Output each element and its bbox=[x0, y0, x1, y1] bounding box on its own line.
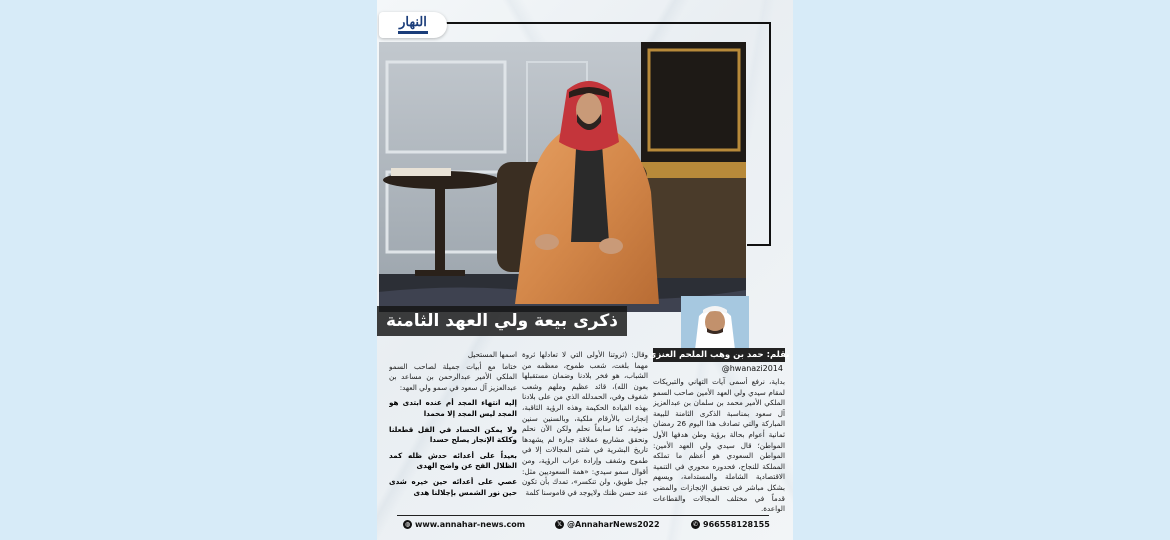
frame-line-right bbox=[769, 22, 771, 246]
paragraph: اسمها المستحيل bbox=[467, 350, 517, 359]
paragraph: بداية، نرفع أسمى آيات التهاني والتبريكات لمقام سيدي ولي العهد الأمين صاحب السمو الملكي الأمير محمد بن سلمان بن عبدالعزيز آل سعود بمناسبة الذكرى الثامنة للبيعة المباركة والتي تصادف هذا اليوم 26 رمضان ثمانية أعوام بحالة برؤية وطن هدفها الأول المواطن؛ قال سيدي ولي العهد الأمين: المواطن السعودي هو أعظم ما تملكه المملكة للنجاح، فحدوره محوري في التنمية الاقتصادية الشاملة والمستدامة، ويسهم بشكل مباشر في تحقيق الإنجازات والمضي قدماً في مختلف المجالات والقطاعات الواعدة. bbox=[653, 377, 785, 514]
footer-divider bbox=[397, 515, 769, 516]
article-headline: ذكرى بيعة ولي العهد الثامنة bbox=[377, 306, 627, 336]
article-column-left bbox=[389, 350, 517, 518]
whatsapp-number-text: 966558128155 bbox=[703, 519, 770, 529]
poem-verse: عصي على أعدائه حين خيره شدى حين نور الشمس بإجلالنا هدى bbox=[389, 476, 517, 497]
main-portrait-photo bbox=[379, 42, 746, 312]
logo-text: النهار bbox=[399, 15, 427, 30]
x-twitter-icon: 𝕏 bbox=[555, 520, 564, 529]
author-portrait-illustration bbox=[681, 296, 749, 350]
article-byline: بقلم: حمد بن وهب الملحم العنزي bbox=[648, 350, 790, 360]
article-column-middle bbox=[522, 350, 648, 518]
whatsapp-icon: ✆ bbox=[692, 520, 699, 528]
portrait-illustration bbox=[379, 42, 746, 312]
annahar-logo bbox=[379, 12, 447, 38]
frame-line-right-stub bbox=[747, 244, 771, 246]
article-column-right bbox=[653, 377, 785, 517]
footer-twitter[interactable] bbox=[555, 517, 660, 531]
poem-verse: ولا يمكن الحساد في الفل قطعلنا وكلكة الإنجاز يصلح حسدا bbox=[389, 424, 517, 445]
website-text: www.annahar-news.com bbox=[415, 519, 526, 529]
author-handle: @hwanazi2014 bbox=[721, 364, 783, 373]
frame-line-top bbox=[439, 22, 771, 24]
paragraph: وقال: (ثروتنا الأولى التي لا تعادلها ثروة مهما بلغت، شعب طموح، معظمه من الشباب، هو فخر بلادنا وضمان مستقبلها بعون الله)، قائد عظيم وملهم وشعب شغوف وفي، الحمدلله الذي من على بلادنا بهذه القيادة الحكيمة وهذه الرؤية الثاقبة، إنجازات بالأرقام ملكية، وبالسنين سنين ضوئية، كنا سابقاً نحلم ولكن الآن نحلم ونحقق مشاريع عملاقة جبارة لم يشهدها تاريخ البشرية في شتى المجالات إلا في طموح وشغف وإرادة عراب الرؤية، ومن أقوال سمو سيدي: «همة السعوديين مثل: جبل طويق، ولن تنكسر»، تمدك بأن تكون عند حسن ظنك ولايوجد في قاموسنا كلمة bbox=[522, 350, 648, 497]
poem-verse: بعيداً على أعدائه حدش ظله كمد الظلال الفح عن واضح الهدى bbox=[389, 450, 517, 471]
paragraph: ختاما مع أبيات جميلة لصاحب السمو الملكي الأمير عبدالرحمن بن مساعد بن عبدالعزيز آل سعود في سمو ولي العهد: bbox=[389, 361, 517, 392]
footer-website[interactable] bbox=[403, 517, 525, 531]
globe-icon: ◍ bbox=[404, 520, 411, 528]
footer-whatsapp[interactable] bbox=[691, 517, 770, 531]
logo-underline bbox=[398, 31, 428, 34]
author-photo bbox=[681, 296, 749, 350]
poem-verse: إليه انتهاء المجد أم عنده ابتدى هو المجد ليس المجد إلا محمدا bbox=[389, 398, 517, 418]
newspaper-page bbox=[377, 0, 793, 540]
twitter-handle-text: @AnnaharNews2022 bbox=[567, 519, 660, 529]
